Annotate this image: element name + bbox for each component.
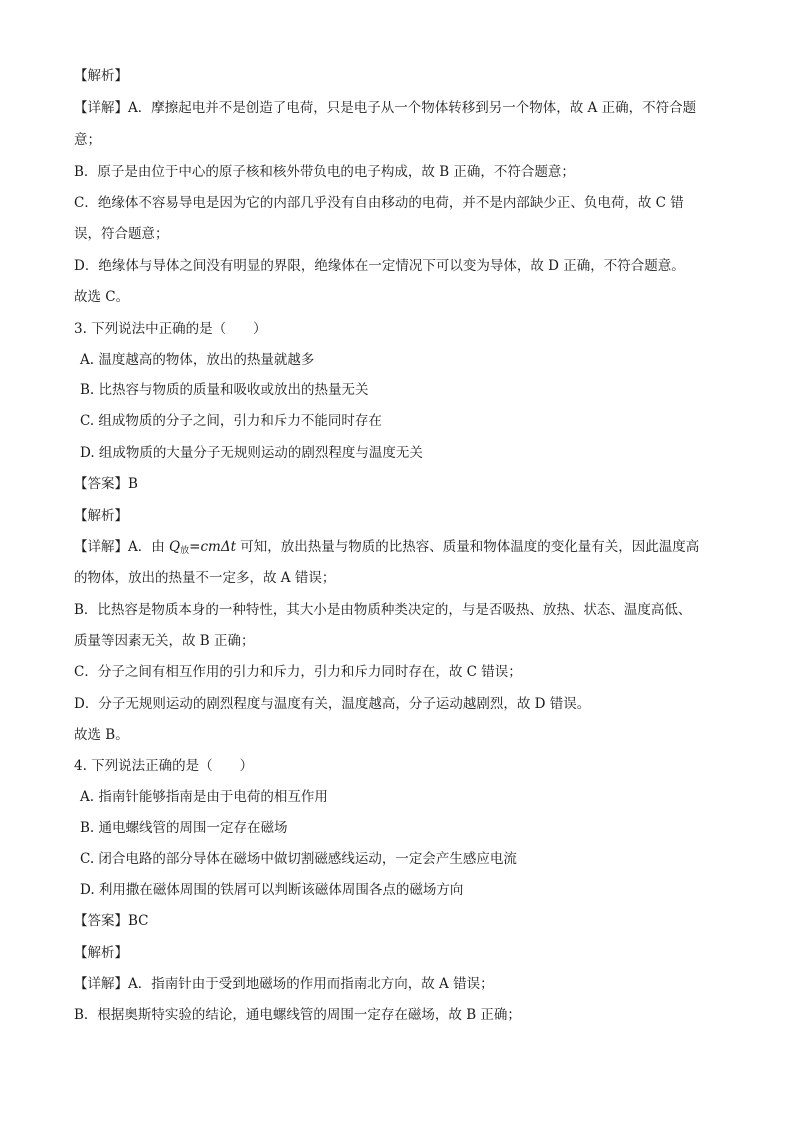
q4-detail-b: B．根据奥斯特实验的结论，通电螺线管的周围一定存在磁场，故 B 正确；	[74, 1007, 521, 1023]
q2-detail-c-cont: 误，符合题意；	[74, 226, 169, 242]
q4-option-d: D. 利用撒在磁体周围的铁屑可以判断该磁体周围各点的磁场方向	[80, 882, 464, 898]
q4-detail-a: 【详解】A．指南针由于受到地磁场的作用而指南北方向，故 A 错误；	[74, 976, 494, 992]
q3-detail-b-cont: 质量等因素无关，故 B 正确；	[74, 633, 255, 649]
q3-detail-a-prefix: 【详解】A．由	[74, 539, 170, 555]
q3-detail-a	[74, 537, 734, 561]
q3-stem: 3. 下列说法中正确的是（ ）	[74, 321, 267, 337]
q2-detail-a: 【详解】A．摩擦起电并不是创造了电荷，只是电子从一个物体转移到另一个物体，故 A 正确，不符合题	[74, 100, 697, 116]
q3-detail-d: D．分子无规则运动的剧烈程度与温度有关，温度越高，分子运动越剧烈，故 D 错误。	[74, 696, 591, 712]
q2-detail-b: B．原子是由位于中心的原子核和核外带负电的电子构成，故 B 正确，不符合题意；	[74, 164, 575, 180]
q4-answer: 【答案】BC	[74, 913, 149, 929]
formula-rest: =cm	[189, 539, 221, 555]
q3-detail-a-cont: 的物体，放出的热量不一定多，故 A 错误；	[74, 570, 336, 586]
formula-q: Q	[169, 539, 181, 555]
q4-stem: 4. 下列说法正确的是（ ）	[74, 758, 254, 774]
q3-option-a: A. 温度越高的物体，放出的热量就越多	[80, 352, 315, 368]
q4-option-a: A. 指南针能够指南是由于电荷的相互作用	[80, 789, 328, 805]
formula-sub: 放	[180, 546, 190, 556]
q3-option-c: C. 组成物质的分子之间，引力和斥力不能同时存在	[80, 413, 382, 429]
q2-detail-c: C．绝缘体不容易导电是因为它的内部几乎没有自由移动的电荷，并不是内部缺少正、负电荷，故 C 错	[74, 195, 684, 211]
q3-option-b: B. 比热容与物质的质量和吸收或放出的热量无关	[80, 382, 369, 398]
q2-detail-d: D．绝缘体与导体之间没有明显的界限，绝缘体在一定情况下可以变为导体，故 D 正确，不符合题意。	[74, 258, 685, 274]
q2-choose: 故选 C。	[74, 289, 130, 305]
q4-analysis-heading: 【解析】	[74, 945, 128, 961]
q3-answer: 【答案】B	[74, 476, 138, 492]
q3-analysis-heading: 【解析】	[74, 508, 128, 524]
q3-option-d: D. 组成物质的大量分子无规则运动的剧烈程度与温度无关	[80, 445, 423, 461]
q3-detail-c: C．分子之间有相互作用的引力和斥力，引力和斥力同时存在，故 C 错误；	[74, 664, 522, 680]
q2-analysis-heading: 【解析】	[74, 68, 128, 84]
q3-detail-a-suffix: 可知，放出热量与物质的比热容、质量和物体温度的变化量有关，因此温度高	[236, 539, 700, 555]
q3-detail-b: B．比热容是物质本身的一种特性，其大小是由物质种类决定的，与是否吸热、放热、状态、温度高低、	[74, 602, 692, 618]
formula-delta: Δt	[220, 539, 237, 555]
q4-option-b: B. 通电螺线管的周围一定存在磁场	[80, 820, 288, 836]
q4-option-c: C. 闭合电路的部分导体在磁场中做切割磁感线运动，一定会产生感应电流	[80, 851, 517, 867]
q2-detail-a-cont: 意；	[74, 132, 101, 148]
q3-choose: 故选 B。	[74, 727, 129, 743]
